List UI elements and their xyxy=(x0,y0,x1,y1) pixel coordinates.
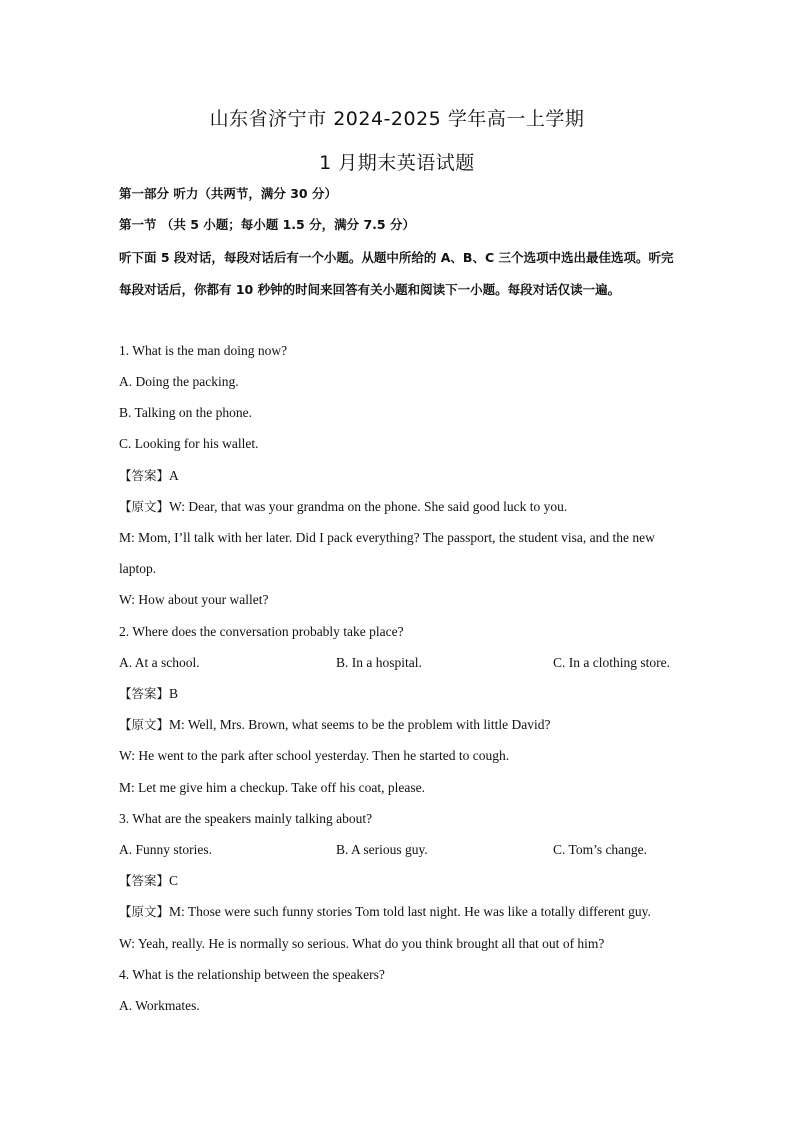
question-stem: 4. What is the relationship between the speakers? xyxy=(119,967,385,982)
option: A. Funny stories. xyxy=(119,842,213,857)
instructions: 听下面 5 段对话，每段对话后有一个小题。从题中所给的 A、B、C 三个选项中选出最佳选项。听完每段对话后，你都有 10 秒钟的时间来回答有关小题和阅读下一小题。每段对话仅读一遍。 xyxy=(119,250,674,297)
answer-value: B xyxy=(169,686,179,701)
page-subtitle: 1 月期末英语试题 xyxy=(319,152,475,174)
question-stem: 1. What is the man doing now? xyxy=(119,343,288,358)
transcript-text: M: Well, Mrs. Brown, what seems to be the problem with little David? xyxy=(169,717,551,732)
answer-value: C xyxy=(169,873,179,888)
answer-label: 【答案】 xyxy=(119,686,170,701)
option: B. A serious guy. xyxy=(336,842,428,857)
transcript-line xyxy=(119,902,679,922)
answer-label: 【答案】 xyxy=(119,468,170,483)
subsection-heading: 第一节 （共 5 小题；每小题 1.5 分，满分 7.5 分） xyxy=(119,217,415,232)
answer-line xyxy=(119,871,679,891)
transcript-label: 【原文】 xyxy=(119,717,170,732)
transcript-label: 【原文】 xyxy=(119,904,170,919)
section-heading: 第一部分 听力（共两节，满分 30 分） xyxy=(119,186,337,201)
option: A. Doing the packing. xyxy=(119,374,239,389)
answer-value: A xyxy=(169,468,179,483)
transcript-text: W: How about your wallet? xyxy=(119,592,269,607)
option: C. In a clothing store. xyxy=(553,655,670,670)
transcript-text: M: Those were such funny stories Tom told last night. He was like a totally different guy. xyxy=(169,904,651,919)
transcript-line xyxy=(119,715,679,735)
transcript-text: M: Let me give him a checkup. Take off his coat, please. xyxy=(119,780,425,795)
question-stem: 2. Where does the conversation probably take place? xyxy=(119,624,404,639)
transcript-text: W: He went to the park after school yesterday. Then he started to cough. xyxy=(119,748,510,763)
transcript-text: M: Mom, I’ll talk with her later. Did I pack everything? The passport, the student visa, and the new xyxy=(119,530,655,545)
transcript-text: W: Dear, that was your grandma on the phone. She said good luck to you. xyxy=(169,499,568,514)
option: C. Tom’s change. xyxy=(553,842,648,857)
option: A. At a school. xyxy=(119,655,200,670)
transcript-text: W: Yeah, really. He is normally so serious. What do you think brought all that out of him? xyxy=(119,936,605,951)
transcript-text: laptop. xyxy=(119,561,157,576)
page-title: 山东省济宁市 2024-2025 学年高一上学期 xyxy=(209,108,585,130)
transcript-label: 【原文】 xyxy=(119,499,170,514)
question-stem: 3. What are the speakers mainly talking about? xyxy=(119,811,373,826)
answer-line xyxy=(119,684,679,704)
answer-line xyxy=(119,466,679,486)
option: B. In a hospital. xyxy=(336,655,422,670)
option: C. Looking for his wallet. xyxy=(119,436,259,451)
transcript-line xyxy=(119,497,679,517)
option: B. Talking on the phone. xyxy=(119,405,253,420)
option: A. Workmates. xyxy=(119,998,200,1013)
answer-label: 【答案】 xyxy=(119,873,170,888)
